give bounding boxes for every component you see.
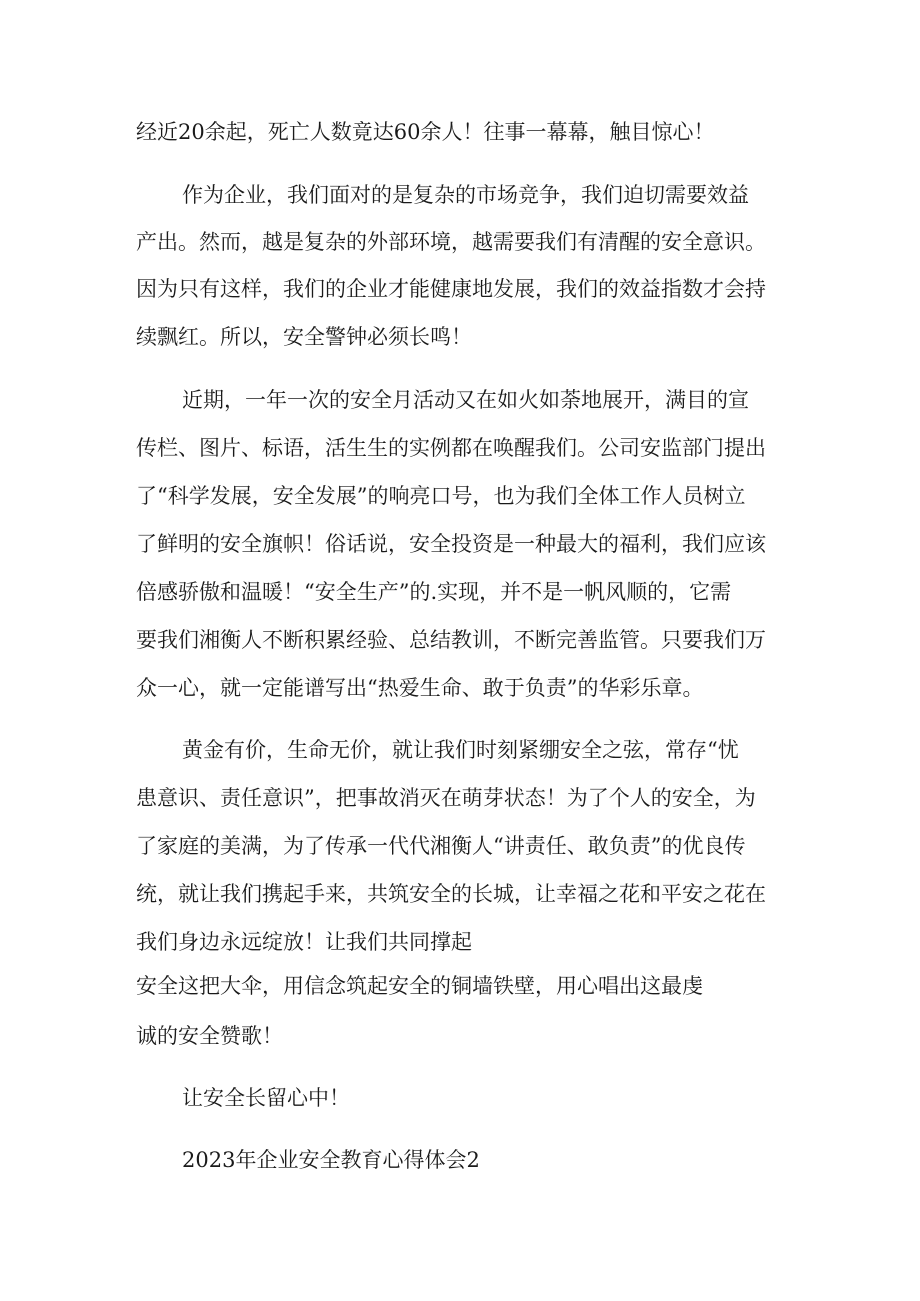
paragraph-line: 诚的安全赞歌！: [136, 1024, 283, 1048]
paragraph-line: 了鲜明的安全旗帜！俗话说，安全投资是一种最大的福利，我们应该: [136, 532, 766, 556]
paragraph-line: 近期，一年一次的安全月活动又在如火如荼地展开，满目的宣: [182, 388, 749, 412]
paragraph-line: 要我们湘衡人不断积累经验、总结教训，不断完善监管。只要我们万: [136, 628, 766, 652]
paragraph-line: 产出。然而，越是复杂的外部环境，越需要我们有清醒的安全意识。: [136, 230, 766, 254]
paragraph-line: 传栏、图片、标语，活生生的实例都在唤醒我们。公司安监部门提出: [136, 436, 766, 460]
paragraph-line: 续飘红。所以，安全警钟必须长鸣！: [136, 325, 472, 349]
paragraph-line: 倍感骄傲和温暖！“安全生产”的.实现，并不是一帆风顺的，它需: [136, 580, 732, 604]
paragraph-line: 黄金有价，生命无价，就让我们时刻紧绷安全之弦，常存“忧: [182, 738, 739, 762]
paragraph-line: 患意识、责任意识”，把事故消灭在萌芽状态！为了个人的安全，为: [136, 786, 756, 810]
paragraph-line: 了“科学发展，安全发展”的响亮口号，也为我们全体工作人员树立: [136, 484, 746, 508]
paragraph-line: 统，就让我们携起手来，共筑安全的长城，让幸福之花和平安之花在: [136, 882, 766, 906]
paragraph-line: 让安全长留心中！: [182, 1086, 350, 1110]
paragraph-line: 因为只有这样，我们的企业才能健康地发展，我们的效益指数才会持: [136, 277, 766, 301]
paragraph-line: 安全这把大伞，用信念筑起安全的铜墙铁壁，用心唱出这最虔: [136, 974, 703, 998]
section-heading: 2023年企业安全教育心得体会2: [182, 1148, 480, 1172]
paragraph-line: 作为企业，我们面对的是复杂的市场竞争，我们迫切需要效益: [182, 183, 749, 207]
paragraph-line: 我们身边永远绽放！让我们共同撑起: [136, 930, 472, 954]
paragraph-line: 经近20余起，死亡人数竟达60余人！往事一幕幕，触目惊心！: [136, 120, 715, 144]
paragraph-line: 众一心，就一定能谱写出“热爱生命、敢于负责”的华彩乐章。: [136, 676, 704, 700]
paragraph-line: 了家庭的美满，为了传承一代代湘衡人“讲责任、敢负责”的优良传: [136, 834, 746, 858]
